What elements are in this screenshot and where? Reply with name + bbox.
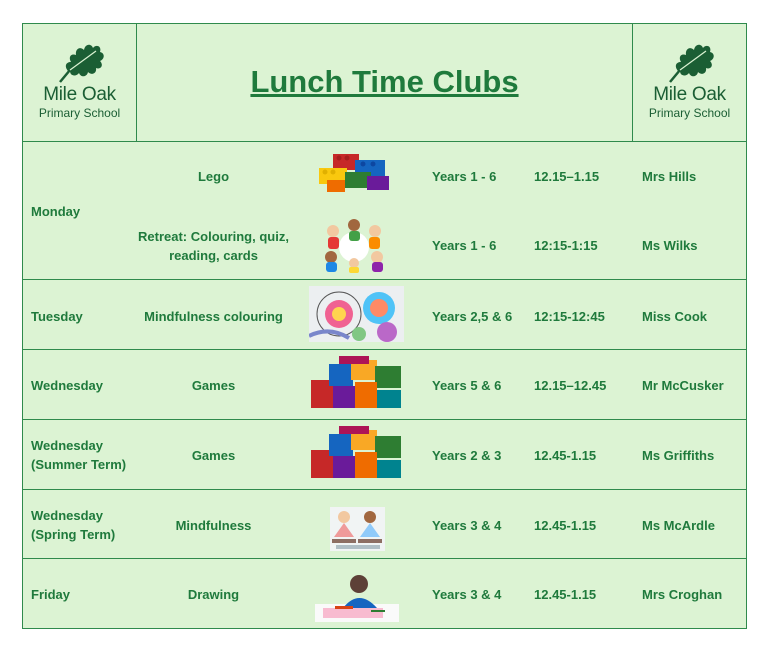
oak-leaf-icon — [664, 40, 716, 84]
day-label: Tuesday — [31, 309, 83, 324]
children-circle-image — [319, 217, 389, 273]
staff-label: Ms Griffiths — [642, 448, 715, 463]
years-label: Years 2 & 3 — [432, 448, 502, 463]
staff-label: Ms Wilks — [642, 238, 698, 253]
staff-label: Mr McCusker — [642, 378, 724, 393]
time-label: 12.45-1.15 — [534, 587, 597, 602]
row-divider — [23, 419, 746, 420]
school-subtitle: Primary School — [38, 106, 121, 120]
time-label: 12:15-1:15 — [534, 238, 598, 253]
staff-label: Mrs Hills — [642, 169, 697, 184]
club-name: Games — [191, 378, 236, 393]
clubs-timetable — [22, 23, 747, 629]
club-name: Lego — [197, 169, 230, 184]
staff-label: Mrs Croghan — [642, 587, 723, 602]
years-label: Years 3 & 4 — [432, 587, 502, 602]
time-label: 12:15-12:45 — [534, 309, 605, 324]
day-label: Wednesday (Spring Term) — [31, 508, 116, 542]
row-divider — [23, 349, 746, 350]
board-games-image — [309, 426, 404, 482]
page-title: Lunch Time Clubs — [250, 64, 519, 99]
row-divider — [23, 279, 746, 280]
club-name: Games — [191, 448, 236, 463]
years-label: Years 1 - 6 — [432, 169, 497, 184]
oak-leaf-icon — [54, 40, 106, 84]
day-label: Wednesday — [31, 378, 104, 393]
school-logo-right — [632, 24, 746, 141]
school-subtitle: Primary School — [648, 106, 731, 120]
row-divider — [23, 558, 746, 559]
header — [23, 24, 746, 142]
years-label: Years 5 & 6 — [432, 378, 502, 393]
school-name: Mile Oak — [43, 84, 116, 105]
day-label: Friday — [31, 587, 71, 602]
board-games-image — [309, 356, 404, 412]
years-label: Years 3 & 4 — [432, 518, 502, 533]
club-name: Drawing — [187, 587, 240, 602]
club-name: Mindfulness colouring — [144, 309, 283, 324]
time-label: 12.45-1.15 — [534, 448, 597, 463]
years-label: Years 1 - 6 — [432, 238, 497, 253]
school-name: Mile Oak — [653, 84, 726, 105]
time-label: 12.15–1.15 — [534, 169, 600, 184]
staff-label: Miss Cook — [642, 309, 708, 324]
club-name: Mindfulness — [175, 518, 252, 533]
meditating-children-image — [330, 507, 385, 551]
years-label: Years 2,5 & 6 — [432, 309, 513, 324]
staff-label: Ms McArdle — [642, 518, 715, 533]
day-label: Wednesday (Summer Term) — [31, 438, 127, 472]
school-logo-left — [23, 24, 137, 141]
club-name: Retreat: Colouring, quiz, reading, cards — [138, 229, 289, 263]
time-label: 12.15–12.45 — [534, 378, 607, 393]
time-label: 12.45-1.15 — [534, 518, 597, 533]
lego-bricks-image — [315, 150, 395, 196]
mandala-colouring-image — [309, 286, 404, 342]
day-label: Monday — [31, 204, 81, 219]
child-drawing-image — [315, 572, 399, 622]
row-divider — [23, 489, 746, 490]
